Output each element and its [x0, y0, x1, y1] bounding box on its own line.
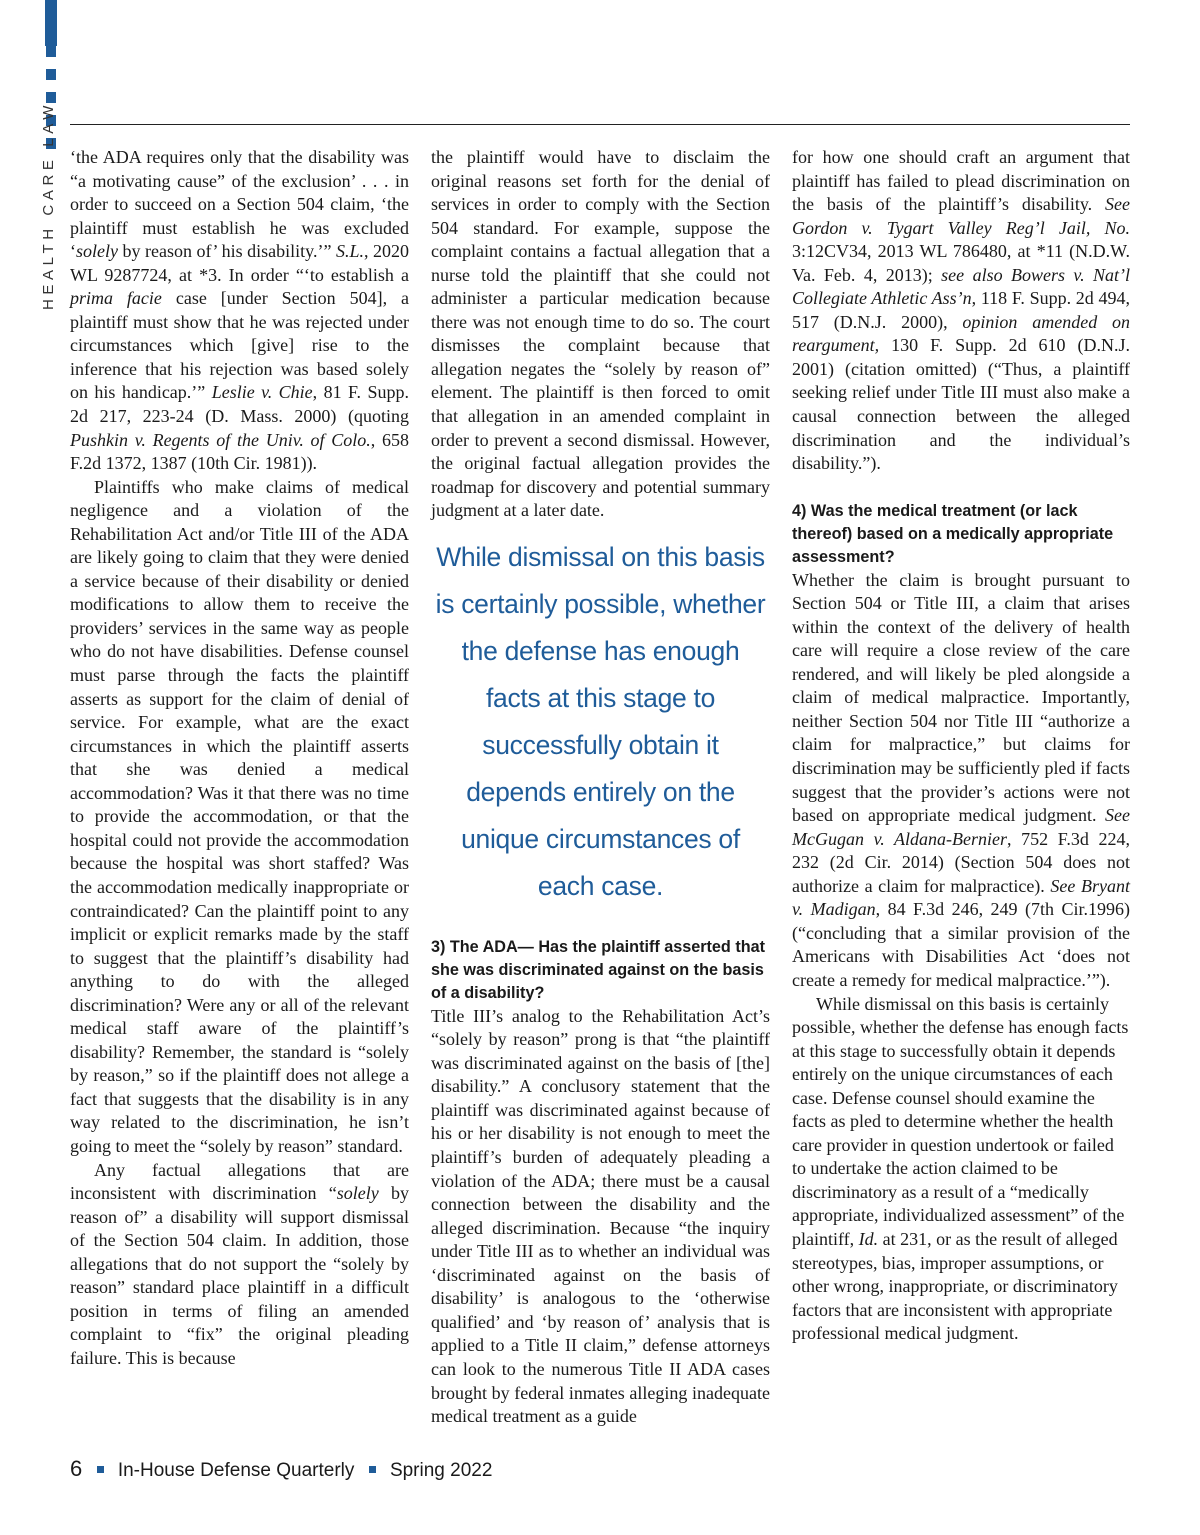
- italic-text: solely: [76, 241, 118, 262]
- sidebar-square: [46, 69, 56, 80]
- text-run: , 2020 WL 9287724, at *3. In order “‘to establish a: [70, 241, 410, 285]
- issue-date: Spring 2022: [389, 1460, 493, 1481]
- italic-text: See Bryant v. Madigan: [792, 875, 1130, 920]
- text-run: While dismissal on this basis is certainly possible, whether the defense has enough facts at this stage to successfully obtain it depends entirely on the unique circumstances of each case. Defense counsel should examine the facts as pled to determine whether the health care provider in question undertook or failed to undertake the action claimed to be discriminatory as a result of a “medically appropriate, individualized assessment” of the plaintiff,: [792, 993, 1129, 1249]
- italic-text: Id.: [858, 1228, 879, 1249]
- text-run: Plaintiffs who make claims of medical negligence and a violation of the Rehabilitation Act and/or Title III of the ADA are likely going to claim that they were denied a service because of their disability or denied modifications to allow them to receive the providers’ services in the same way as people who do not have disabilities. Defense counsel must parse through the facts the plaintiff asserts as support for the claim of denial of service. For example, what are the exact circumstances in which the plaintiff asserts that she was denied a medical accommodation? Was it that there was no time to provide the accommodation, or that the hospital could not provide the accommodation because the hospital was short staffed? Was the accommodation medically inappropriate or contraindicated? Can the plaintiff point to any implicit or explicit remarks made by the staff to suggest that the plaintiff’s disability had anything to do with the alleged discrimination? Were any or all of the relevant medical staff aware of the plaintiff’s disability? Remember, the standard is “solely by reason,” so if the plaintiff does not allege a fact that suggests that the disability is in any way related to the discrimination, he isn’t going to meet the “solely by reason” standard.: [70, 476, 409, 1156]
- paragraph: [70, 1159, 409, 1371]
- italic-text: prima facie: [70, 288, 162, 309]
- text-run: , 658 F.2d 1372, 1387 (10th Cir. 1981)).: [70, 429, 409, 474]
- italic-text: solely: [336, 1183, 379, 1204]
- text-run: at 231, or as the result of alleged stereotypes, bias, improper assumptions, or other wrong, inappropriate, or discriminatory factors that are inconsistent with appropriate professional medical judgment.: [792, 1228, 1118, 1344]
- text-run: by reason of” a disability will support dismissal of the Section 504 claim. In addition, those allegations that do not support the “solely by reason” standard place plaintiff in a difficult position in terms of filing an amended complaint to “fix” the original pleading failure. This is because: [70, 1183, 410, 1368]
- italic-text: See McGugan v. Aldana-Bernier: [792, 805, 1130, 849]
- italic-text: opinion amended on reargument,: [792, 311, 1130, 356]
- text-run: Title III’s analog to the Rehabilitation Act’s “solely by reason” prong is that “the plaintiff was discriminated against on the basis of [the] disability.” A conclusory statement that the plaintiff was discriminated against because of his or her disability is not enough to meet the plaintiff’s burden of adequately pleading a violation of the ADA; there must be a causal connection between the disability and the alleged discrimination. Because “the inquiry under Title III as to whether an individual was ‘discriminated against on the basis of disability’ is analogous to the ‘otherwise qualified’ and ‘by reason of’ analysis that is applied to a Title II claim,” defense attorneys can look to the numerous Title II ADA cases brought by federal inmates alleging inadequate medical treatment as a guide: [431, 1005, 770, 1427]
- paragraph: [431, 146, 770, 523]
- italic-text: Pushkin v. Regents of the Univ. of Colo.: [70, 429, 371, 450]
- article-column-3: [792, 146, 1130, 1346]
- paragraph: [792, 569, 1130, 993]
- footer-separator: [97, 1466, 104, 1473]
- pull-quote: While dismissal on this basis is certainly possible, whether the defense has enough facts at this stage to successfully obtain it depends entirely on the unique circumstances of each case.: [435, 541, 766, 901]
- text-run: Whether the claim is brought pursuant to Section 504 or Title III, a claim that arises within the context of the delivery of health care will require a close review of the care rendered, and will likely be pled alongside a claim of medical malpractice. Importantly, neither Section 504 nor Title III “authorize a claim for malpractice,” but claims for discrimination may be sufficiently pled if facts suggest that the provider’s actions were not based on appropriate medical judgment.: [792, 569, 1130, 826]
- paragraph: [431, 1005, 770, 1429]
- text-run: for how one should craft an argument that plaintiff has failed to plead discrimination on the basis of the plaintiff’s disability.: [792, 147, 1130, 215]
- text-run: Any factual allegations that are inconsistent with discrimination “: [70, 1159, 409, 1204]
- italic-text: S.L.: [335, 241, 364, 262]
- page-footer: [70, 1456, 492, 1482]
- sidebar-accent-bar: [45, 0, 57, 46]
- text-run: ‘the ADA requires only that the disability was “a motivating cause” of the exclusion’ . . . in order to succeed on a Section 504 claim, ‘the plaintiff must establish he was excluded ‘: [70, 147, 409, 262]
- italic-text: See Gordon v. Tygart Valley Reg’l Jail, No.: [792, 194, 1130, 238]
- text-run: , 118 F. Supp. 2d 494, 517 (D.N.J. 2000),: [792, 288, 1130, 332]
- paragraph: [792, 993, 1130, 1346]
- text-run: 3:12CV34, 2013 WL 786480, at *11 (N.D.W. Va. Feb. 4, 2013);: [792, 241, 1130, 285]
- text-run: , 752 F.3d 224, 232 (2d Cir. 2014) (Section 504 does not authorize a claim for malpractice).: [792, 828, 1130, 896]
- text-run: , 81 F. Supp. 2d 217, 223-24 (D. Mass. 2000) (quoting: [70, 382, 409, 427]
- section-heading: 4) Was the medical treatment (or lack thereof) based on a medically appropriate assessment?: [792, 501, 1114, 566]
- article-column-1: [70, 146, 409, 1370]
- footer-separator: [369, 1466, 376, 1473]
- paragraph: [70, 146, 409, 476]
- section-heading: 3) The ADA— Has the plaintiff asserted that she was discriminated against on the basis of a disability?: [431, 937, 765, 1002]
- sidebar-square: [46, 46, 56, 57]
- italic-text: see also Bowers v. Nat’l Collegiate Athletic Ass’n: [792, 264, 1130, 309]
- paragraph: [70, 476, 409, 1159]
- page-number: 6: [70, 1456, 83, 1481]
- publication-name: In-House Defense Quarterly: [117, 1460, 355, 1481]
- paragraph: [792, 146, 1130, 476]
- italic-text: Leslie v. Chie: [211, 382, 313, 403]
- text-run: 130 F. Supp. 2d 610 (D.N.J. 2001) (citation omitted) (“Thus, a plaintiff seeking relief under Title III must also make a causal connection between the alleged discrimination and the individual’s disability.”).: [792, 335, 1130, 474]
- article-column-2: [431, 146, 770, 1429]
- text-run: by reason of’ his disability.’”: [118, 241, 336, 262]
- text-run: the plaintiff would have to disclaim the original reasons set forth for the denial of services in order to comply with the Section 504 standard. For example, suppose the complaint contains a factual allegation that a nurse told the plaintiff that she could not administer a particular medication because there was not enough time to do so. The court dismisses the complaint because that allegation negates the “solely by reason of” element. The plaintiff is then forced to omit that allegation in an amended complaint in order to prevent a second dismissal. However, the original factual allegation provides the roadmap for discovery and potential summary judgment at a later date.: [431, 147, 770, 521]
- text-run: case [under Section 504], a plaintiff must show that he was rejected under circumstances which [give] rise to the inference that his rejection was based solely on his handicap.’”: [70, 288, 409, 403]
- text-run: , 84 F.3d 246, 249 (7th Cir.1996) (“concluding that a similar provision of the Americans with Disabilities Act ‘does not create a remedy for medical malpractice.’”).: [792, 899, 1130, 990]
- top-rule: [70, 124, 1130, 125]
